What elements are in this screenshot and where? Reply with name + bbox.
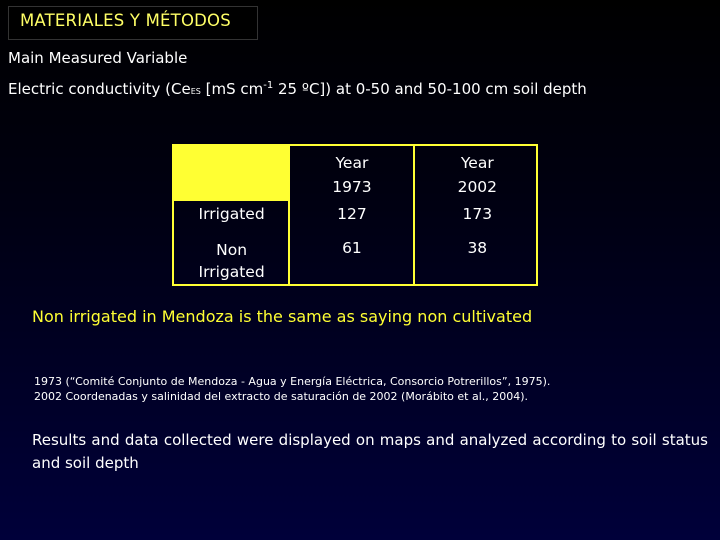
cell-non-irrigated-2002: 38 — [467, 239, 488, 257]
row-label-non-irrigated — [174, 237, 289, 285]
row-label-irrigated: Irrigated — [198, 205, 265, 223]
variable-sup: -1 — [263, 80, 274, 91]
variable-prefix: Electric conductivity (Ce — [8, 80, 191, 98]
variable-suffix: 25 ºC]) at 0-50 and 50-100 cm soil depth — [273, 80, 587, 98]
row-label-line1: Non — [216, 241, 248, 259]
cell-non-irrigated-1973: 61 — [342, 239, 362, 257]
conclusion-text: Results and data collected were displayed on maps and analyzed according to soil status and soil depth — [32, 431, 708, 472]
table-row — [174, 237, 540, 285]
header-2002-line2: 2002 — [457, 178, 498, 196]
conductivity-table — [174, 145, 540, 285]
variable-subscript: ES — [190, 87, 201, 96]
table-header-row — [174, 145, 540, 200]
table-divider-2 — [413, 145, 415, 285]
header-year-1973 — [289, 145, 414, 200]
cell-irrigated-2002: 173 — [462, 205, 493, 223]
variable-middle: [mS cm — [200, 80, 264, 98]
header-1973-line1: Year — [335, 154, 369, 172]
reference-item: 2002 Coordenadas y salinidad del extracto de saturación de 2002 (Morábito et al., 2004). — [34, 390, 529, 403]
slide-title: MATERIALES Y MÉTODOS — [20, 11, 231, 30]
reference-item: 1973 (“Comité Conjunto de Mendoza - Agua y Energía Eléctrica, Consorcio Potrerillos”, 1975). — [34, 375, 551, 388]
row-label-line2: Irrigated — [198, 263, 265, 281]
note-text: Non irrigated in Mendoza is the same as saying non cultivated — [32, 307, 533, 326]
variable-description — [8, 80, 587, 98]
subtitle: Main Measured Variable — [8, 49, 188, 67]
header-1973-line2: 1973 — [332, 178, 372, 196]
table-divider-1 — [288, 145, 290, 285]
header-2002-line1: Year — [460, 154, 494, 172]
table-corner — [174, 145, 289, 200]
header-year-2002 — [415, 145, 540, 200]
table-row — [174, 200, 540, 237]
references — [34, 374, 550, 404]
cell-irrigated-1973: 127 — [337, 205, 367, 223]
